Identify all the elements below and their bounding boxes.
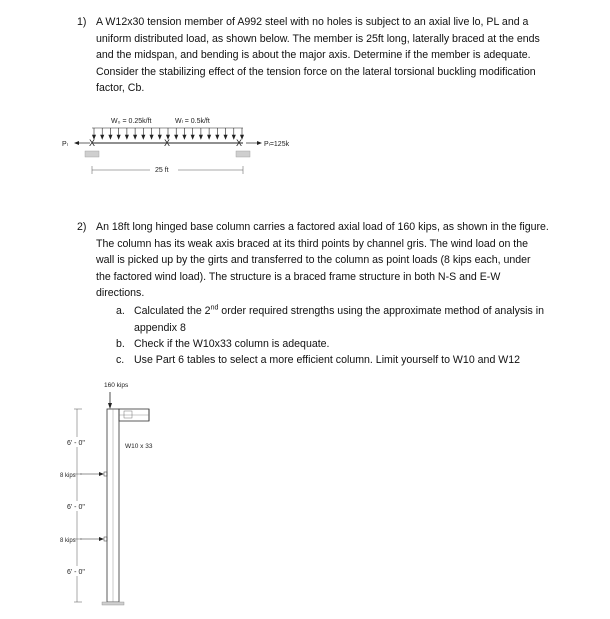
problem-1-line: and the midspan, and bending is about the major axis. Determine if the member is adequate. xyxy=(96,49,531,62)
brace-mark-right: X xyxy=(236,138,243,148)
axial-load-arrow xyxy=(108,403,112,409)
part-a-sup: nd xyxy=(210,304,219,312)
load-arrow-head xyxy=(216,135,219,139)
brace-mark-mid: X xyxy=(164,138,171,148)
load-arrow-head xyxy=(125,135,128,139)
pl-left-label: Pₗ xyxy=(62,141,68,148)
wind-load-2-label: 8 kips xyxy=(60,538,76,544)
problem-2-line: An 18ft long hinged base column carries a factored axial load of 160 kips, as shown in the figure. xyxy=(96,221,549,233)
girt-1 xyxy=(104,472,107,476)
segment-mid-label: 6' - 0" xyxy=(67,504,85,511)
part-c-text: Use Part 6 tables to select a more efficient column. Limit yourself to W10 and W12 xyxy=(134,354,521,366)
pl-right-arrow xyxy=(257,141,262,145)
load-arrow-head xyxy=(199,135,202,139)
load-arrow-head xyxy=(158,135,161,139)
axial-load-label: 160 kips xyxy=(104,382,129,389)
problem-2-line: The column has its weak axis braced at its third points by channel gris. The wind load on the xyxy=(96,237,529,250)
problem-2-line: wall is picked up by the girts and transferred to the column as point loads (8 kips each, under xyxy=(96,254,531,267)
problem-2-line: the factored wind load). The structure is a braced frame structure in both N-S and E-W xyxy=(96,270,501,283)
load-arrow-head xyxy=(183,135,186,139)
segment-top-label: 6' - 0" xyxy=(67,440,85,447)
section-label: W10 x 33 xyxy=(125,443,153,450)
load-arrow-head xyxy=(175,135,178,139)
problem-1-number: 1) xyxy=(77,16,87,28)
load-arrow-head xyxy=(134,135,137,139)
load-arrow-head xyxy=(208,135,211,139)
load-arrow-head xyxy=(232,135,235,139)
segment-bot-label: 6' - 0" xyxy=(67,569,85,576)
part-a-text xyxy=(134,303,594,336)
problem-1-line: factor, Cb. xyxy=(96,82,145,95)
load-arrow-head xyxy=(142,135,145,139)
problem-1-line: uniform distributed load, as shown below. The member is 25ft long, laterally braced at the ends xyxy=(96,32,540,45)
problem-2-text xyxy=(96,219,596,302)
part-a-post: order required strengths using the approximate method of analysis in xyxy=(218,305,545,317)
part-a-letter: a. xyxy=(116,305,125,317)
problem-1-line: Consider the stabilizing effect of the tension force on the lateral torsional buckling modification xyxy=(96,65,536,78)
live-load-label: Wₗ = 0.5k/ft xyxy=(175,118,210,125)
brace-mark-left: X xyxy=(89,138,96,148)
load-arrow-head xyxy=(191,135,194,139)
load-arrow-head xyxy=(224,135,227,139)
problem-2-number: 2) xyxy=(77,221,87,233)
wind-load-2-arrow xyxy=(99,537,104,541)
load-arrow-head xyxy=(117,135,120,139)
pl-left-arrow xyxy=(74,141,79,145)
part-a-line2: appendix 8 xyxy=(134,321,186,334)
problem-2-line: directions. xyxy=(96,287,145,300)
problem-1-line: A W12x30 tension member of A992 steel with no holes is subject to an axial live lo, PL and a xyxy=(96,16,529,28)
part-c-letter: c. xyxy=(116,354,125,366)
pl-right-label: Pₗ=125k xyxy=(264,141,290,148)
girt-2 xyxy=(104,537,107,541)
load-arrow-head xyxy=(109,135,112,139)
part-a-pre: Calculated the 2 xyxy=(134,305,211,317)
part-b-text: Check if the W10x33 column is adequate. xyxy=(134,338,330,350)
column-base xyxy=(102,602,124,605)
load-arrow-head xyxy=(101,135,104,139)
support-left xyxy=(85,151,99,157)
wind-load-1-label: 8 kips xyxy=(60,473,76,479)
wind-load-1-arrow xyxy=(99,472,104,476)
part-b-letter: b. xyxy=(116,338,125,350)
length-label: 25 ft xyxy=(155,167,169,174)
dead-load-label: W₀ = 0.25k/ft xyxy=(111,118,152,125)
load-arrow-head xyxy=(150,135,153,139)
support-right xyxy=(236,151,250,157)
